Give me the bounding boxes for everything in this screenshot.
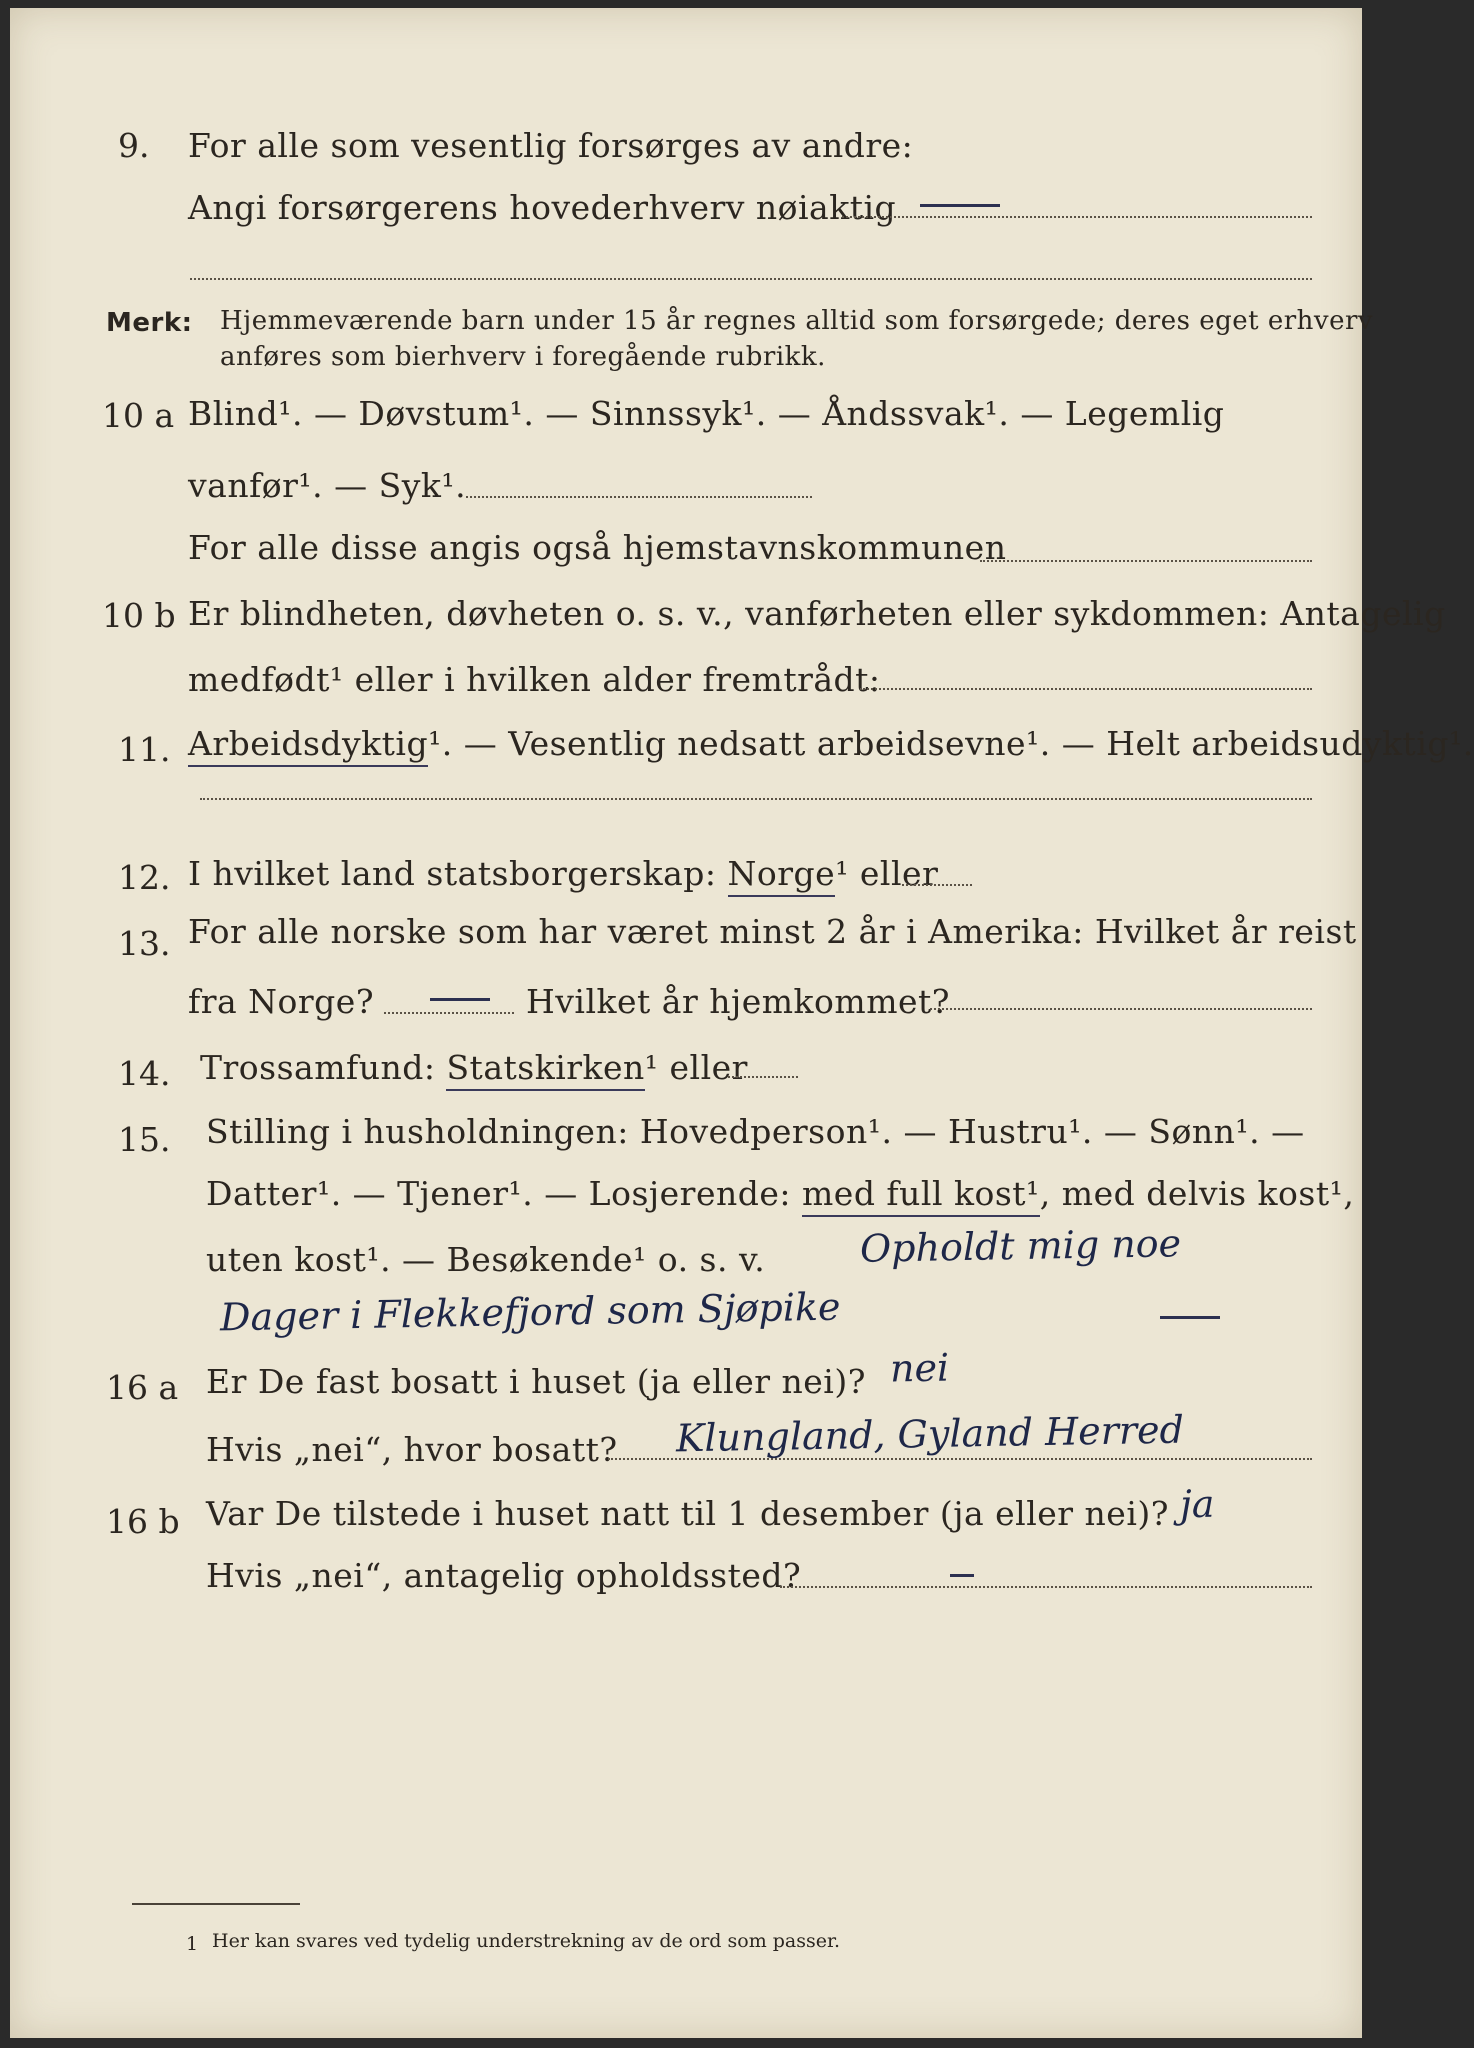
- q11-selected-arbeidsdyktig: Arbeidsdyktig: [188, 724, 428, 767]
- q12-number: 12.: [118, 858, 171, 897]
- q15-line1: Stilling i husholdningen: Hovedperson¹. — Hustru¹. — Sønn¹. —: [206, 1112, 1305, 1151]
- q15-line3: uten kost¹. — Besøkende¹ o. s. v.: [206, 1240, 766, 1279]
- q16a-line2: Hvis „nei“, hvor bosatt?: [206, 1430, 618, 1469]
- q10a-line3: For alle disse angis også hjemstavnskommunen: [188, 528, 1007, 567]
- q15-selected-med-full-kost: med full kost¹: [802, 1174, 1040, 1217]
- q10b-answer-line: [860, 688, 1312, 690]
- q13-line2a: fra Norge?: [188, 982, 375, 1021]
- q16b-line1: Var De tilstede i huset natt til 1 desember (ja eller nei)?: [206, 1494, 1169, 1533]
- footnote-text: Her kan svares ved tydelig understrekning av de ord som passer.: [212, 1930, 841, 1952]
- q13-answer-line-2: [930, 1008, 1312, 1010]
- q9-line2: Angi forsørgerens hovederhverv nøiaktig: [188, 188, 897, 227]
- q15-line2-post: , med delvis kost¹,: [1039, 1174, 1355, 1213]
- q16b-handwritten-answer-1: ja: [1179, 1481, 1215, 1527]
- q12-question: I hvilket land statsborgerskap:: [188, 854, 717, 893]
- q9-number: 9.: [118, 126, 150, 165]
- q16a-handwritten-answer-1: nei: [889, 1345, 950, 1391]
- q16b-line2: Hvis „nei“, antagelig opholdssted?: [206, 1556, 802, 1595]
- q15-dash-mark: [1160, 1316, 1220, 1319]
- q12-answer-line: [902, 884, 972, 886]
- q14-number: 14.: [118, 1054, 171, 1093]
- q13-line2b: Hvilket år hjemkommet?: [526, 982, 950, 1021]
- merk-line2: anføres som bierhverv i foregående rubrikk.: [220, 342, 826, 372]
- q10b-number: 10 b: [102, 596, 176, 635]
- q14-selected-statskirken: Statskirken: [446, 1048, 644, 1091]
- q9-answer-line: [842, 216, 1312, 218]
- census-form-page: [10, 8, 1474, 2038]
- q12-post: ¹ eller: [835, 854, 939, 893]
- q11-answer-line: [200, 798, 1312, 800]
- q10a-answer-line: [466, 496, 812, 498]
- q16a-line1: Er De fast bosatt i huset (ja eller nei)?: [206, 1362, 866, 1401]
- q15-line2-pre: Datter¹. — Tjener¹. — Losjerende:: [206, 1174, 791, 1213]
- q10a-line1: Blind¹. — Døvstum¹. — Sinnssyk¹. — Åndssvak¹. — Legemlig: [188, 394, 1225, 433]
- q9-answer-line-2: [190, 278, 1312, 280]
- q13-number: 13.: [118, 924, 171, 963]
- q10a-line2: vanfør¹. — Syk¹.: [188, 466, 467, 505]
- q16b-answer-line: [780, 1586, 1312, 1588]
- q14-answer-line: [728, 1076, 798, 1078]
- q14-question: Trossamfund:: [200, 1048, 436, 1087]
- q15-handwritten-answer-2: Dager i Flekkefjord som Sjøpike: [219, 1284, 841, 1340]
- q12-selected-norge: Norge: [728, 854, 836, 897]
- q13-answer-line-1: [384, 1012, 514, 1014]
- q9-line1: For alle som vesentlig forsørges av andre:: [188, 126, 914, 165]
- merk-label: Merk:: [106, 308, 193, 338]
- q16a-number: 16 a: [106, 1368, 179, 1407]
- q14-line: [200, 1048, 748, 1087]
- q10b-line1: Er blindheten, døvheten o. s. v., vanførheten eller sykdommen: Antagelig: [188, 594, 1446, 633]
- footnote-rule: [132, 1903, 300, 1905]
- q13-dash-mark: [430, 998, 490, 1001]
- q16b-number: 16 b: [106, 1502, 180, 1541]
- q16b-dash-mark: [950, 1574, 974, 1577]
- footnote-mark: 1: [186, 1933, 199, 1955]
- q16a-handwritten-answer-2: Klungland, Gyland Herred: [675, 1407, 1185, 1461]
- q14-post: ¹ eller: [644, 1048, 748, 1087]
- q15-handwritten-answer-1: Opholdt mig noe: [859, 1221, 1182, 1271]
- q10b-line2: medfødt¹ eller i hvilken alder fremtrådt:: [188, 660, 881, 699]
- q10a-number: 10 a: [102, 396, 175, 435]
- q15-number: 15.: [118, 1120, 171, 1159]
- q12-line: [188, 854, 938, 893]
- q11-line: [188, 724, 1474, 763]
- q9-dash-mark: [920, 204, 1000, 207]
- q11-rest: ¹. — Vesentlig nedsatt arbeidsevne¹. — Helt arbeidsudyktig¹.: [428, 724, 1474, 763]
- q10a-answer-line-2: [980, 560, 1312, 562]
- q15-line2: [206, 1174, 1354, 1213]
- q13-line1: For alle norske som har været minst 2 år i Amerika: Hvilket år reist: [188, 912, 1357, 951]
- q11-number: 11.: [118, 730, 171, 769]
- merk-line1: Hjemmeværende barn under 15 år regnes alltid som forsørgede; deres eget erhverv: [220, 306, 1374, 336]
